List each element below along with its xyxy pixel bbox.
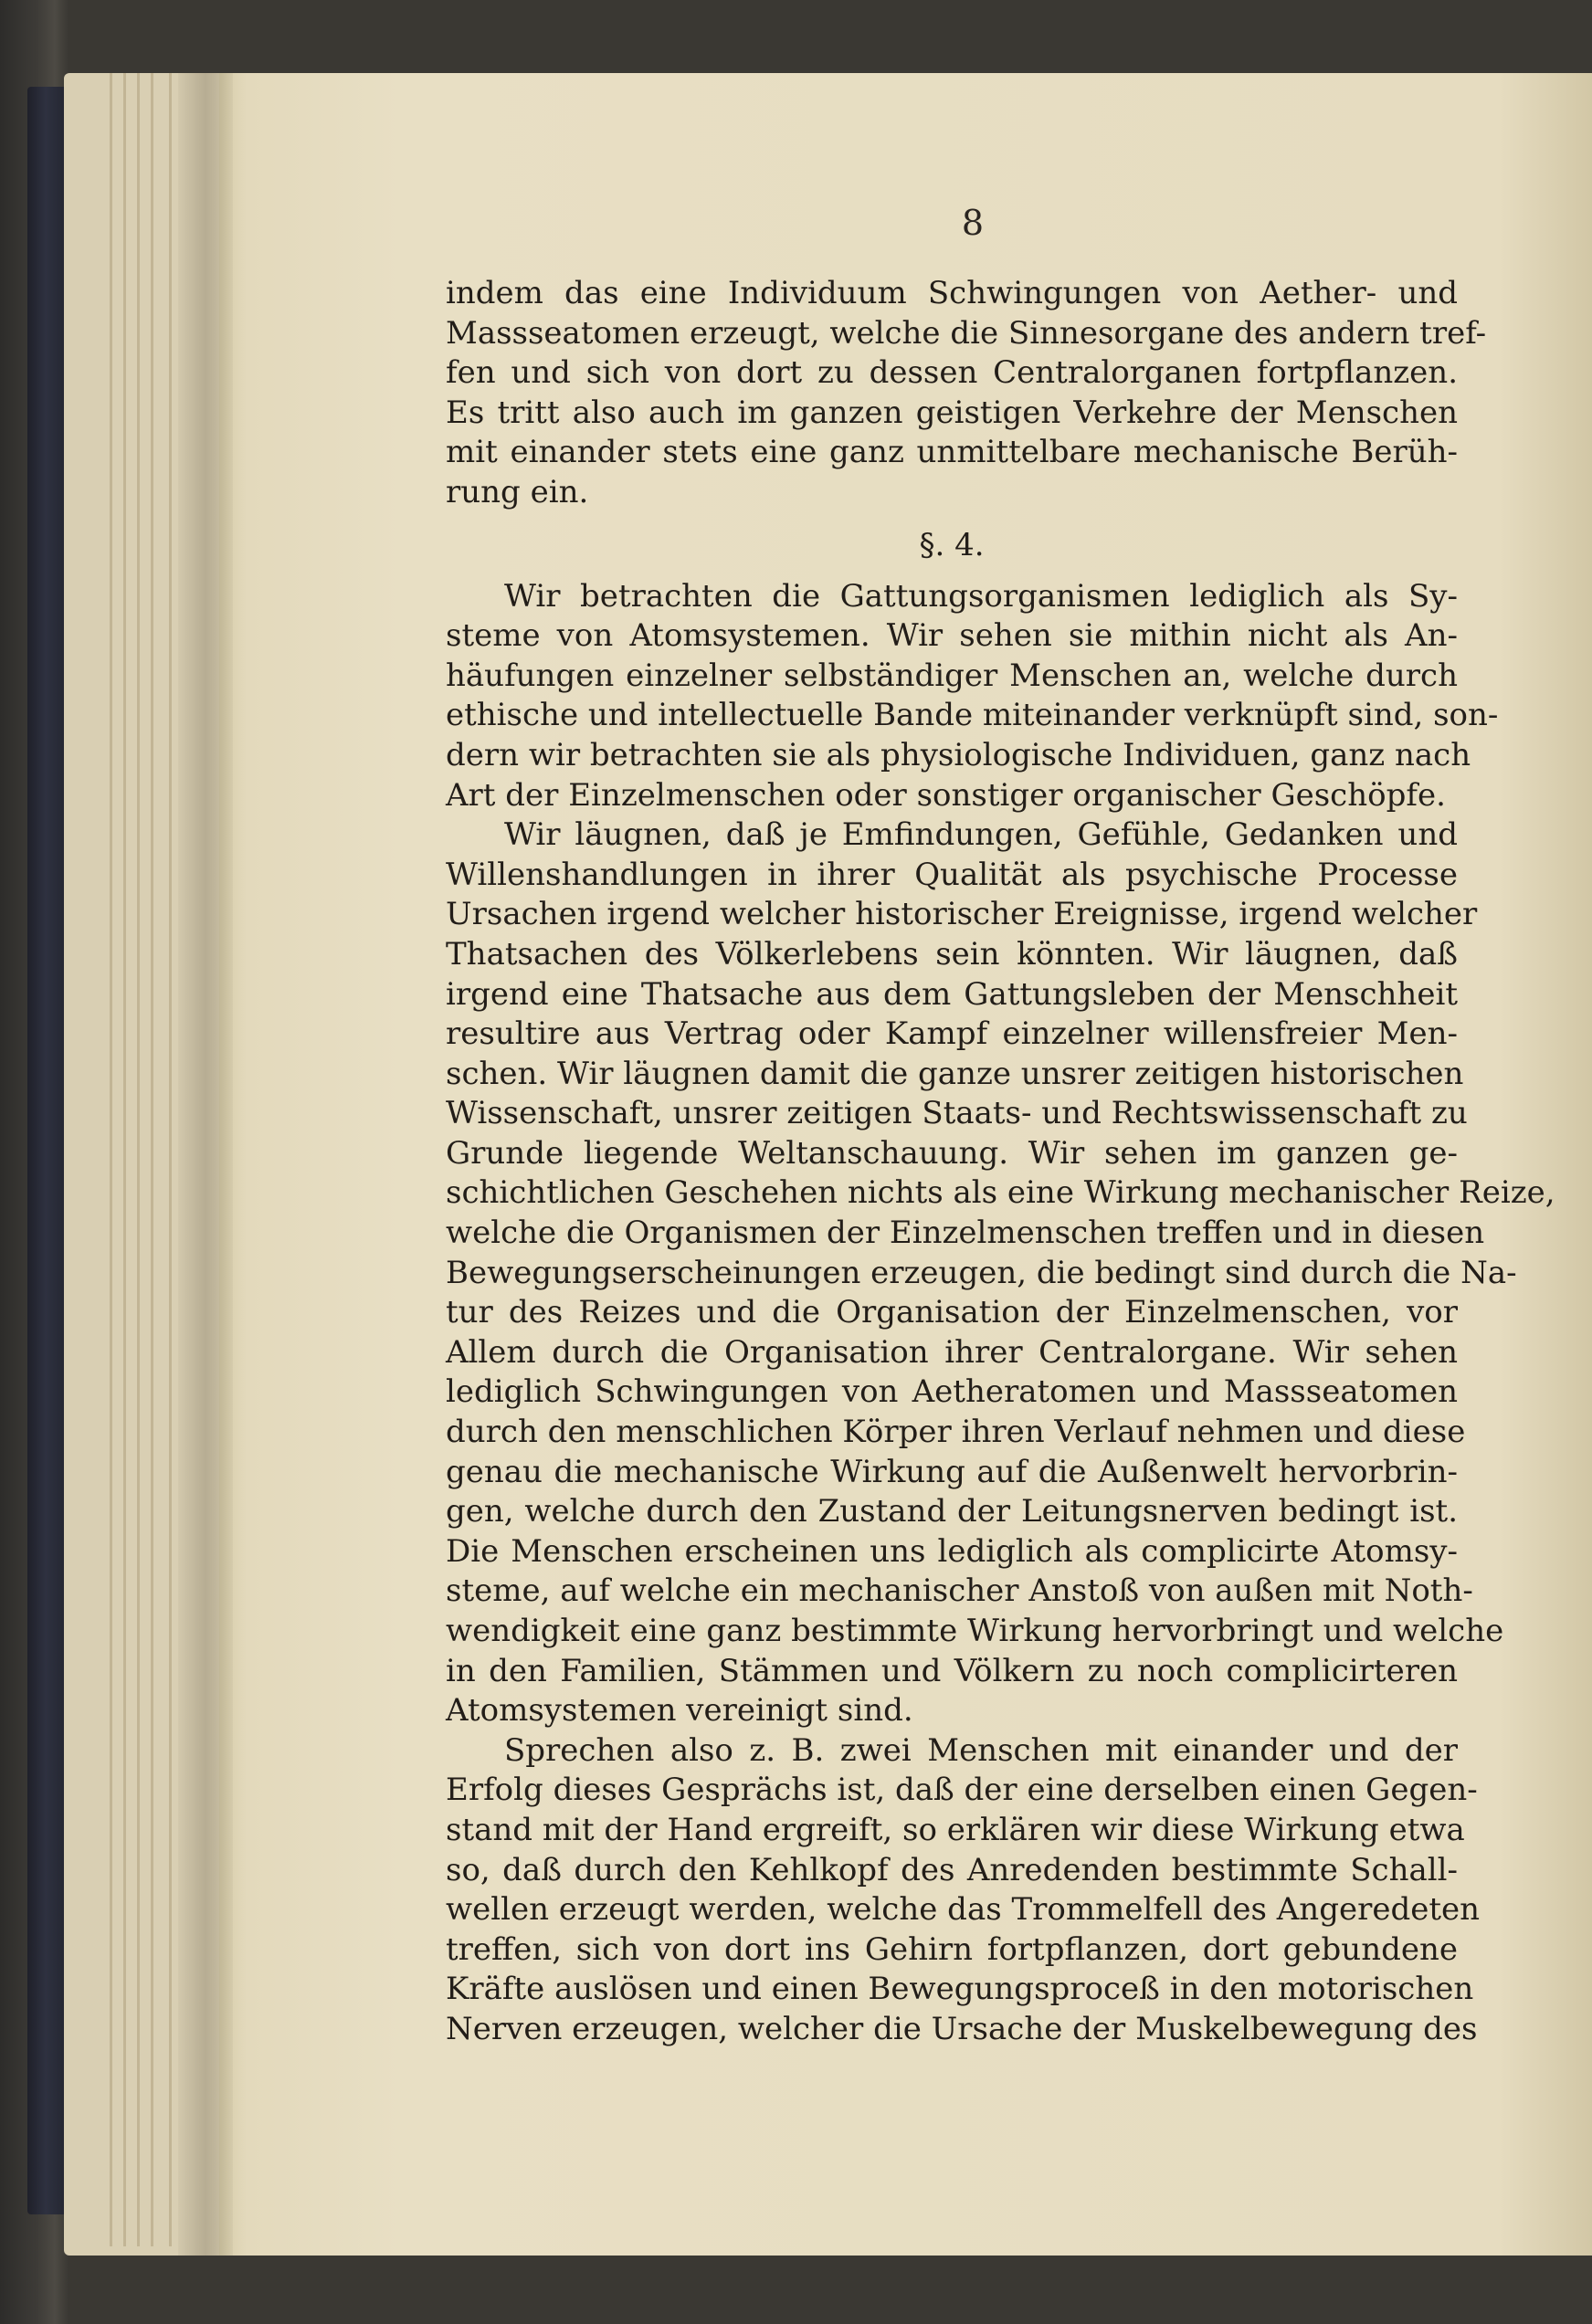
text-line: Die Menschen erscheinen uns lediglich als complicirte Atomsy- [446, 1532, 1458, 1570]
page-edge [110, 73, 112, 2246]
text-line: Willenshandlungen in ihrer Qualität als psychische Processe [446, 856, 1458, 893]
text-line: Ursachen irgend welcher historischer Ereignisse, irgend welcher [446, 896, 1478, 933]
text-line: mit einander stets eine ganz unmittelbare mechanische Berüh- [446, 434, 1458, 471]
text-line: lediglich Schwingungen von Aetheratomen und Massseatomen [446, 1373, 1458, 1411]
text-line: schichtlichen Geschehen nichts als eine Wirkung mechanischer Reize, [446, 1174, 1555, 1212]
text-line: genau die mechanische Wirkung auf die Außenwelt hervorbrin- [446, 1453, 1458, 1490]
text-line: steme von Atomsystemen. Wir sehen sie mithin nicht als An- [446, 617, 1458, 655]
page-edge [123, 73, 126, 2246]
text-line: stand mit der Hand ergreift, so erklären wir diese Wirkung etwa [446, 1811, 1465, 1848]
page-edge [137, 73, 140, 2246]
text-line: in den Familien, Stämmen und Völkern zu noch complicirteren [446, 1652, 1458, 1689]
text-line: häufungen einzelner selbständiger Menschen an, welche durch [446, 657, 1458, 694]
text-line: Erfolg dieses Gesprächs ist, daß der eine derselben einen Gegen- [446, 1772, 1478, 1809]
text-line: Sprechen also z. B. zwei Menschen mit einander und der [504, 1731, 1458, 1769]
text-line: Allem durch die Organisation ihrer Centralorgane. Wir sehen [446, 1333, 1458, 1371]
text-line: wellen erzeugt werden, welche das Trommelfell des Angeredeten [446, 1891, 1481, 1929]
text-line: Thatsachen des Völkerlebens sein könnten. Wir läugnen, daß [446, 935, 1458, 973]
text-line: Art der Einzelmenschen oder sonstiger organischer Geschöpfe. [446, 776, 1446, 814]
text-line: Wir läugnen, daß je Emfindungen, Gefühle, Gedanken und [504, 816, 1458, 854]
text-line: Es tritt also auch im ganzen geistigen Verkehre der Menschen [446, 394, 1458, 431]
text-line: Kräfte auslösen und einen Bewegungsproceß in den motorischen [446, 1971, 1474, 2008]
text-line: rung ein. [446, 473, 589, 510]
text-line: fen und sich von dort zu dessen Centralorganen fortpflanzen. [446, 354, 1458, 392]
text-line: gen, welche durch den Zustand der Leitungsnerven bedingt ist. [446, 1493, 1458, 1530]
section-heading: §. 4. [919, 526, 985, 563]
gutter-shadow [178, 73, 233, 2256]
text-line: durch den menschlichen Körper ihren Verlauf nehmen und diese [446, 1414, 1466, 1451]
text-line: ethische und intellectuelle Bande miteinander verknüpft sind, son- [446, 697, 1499, 734]
text-line: treffen, sich von dort ins Gehirn fortpflanzen, dort gebundene [446, 1930, 1458, 1968]
body-text [446, 274, 1555, 2050]
text-line: resultire aus Vertrag oder Kampf einzelner willensfreier Men- [446, 1015, 1458, 1053]
text-line: Wissenschaft, unsrer zeitigen Staats- und Rechtswissenschaft zu [446, 1095, 1468, 1132]
text-line: wendigkeit eine ganz bestimmte Wirkung hervorbringt und welche [446, 1613, 1504, 1649]
book-spine [27, 87, 69, 2214]
page-number: 8 [961, 203, 985, 243]
page-edge [151, 73, 153, 2246]
text-line: indem das eine Individuum Schwingungen von Aether- und [446, 275, 1458, 311]
text-line: steme, auf welche ein mechanischer Anstoß von außen mit Noth- [446, 1572, 1473, 1610]
text-line: dern wir betrachten sie als physiologische Individuen, ganz nach [446, 736, 1471, 773]
text-line: Grunde liegende Weltanschauung. Wir sehen im ganzen ge- [446, 1134, 1458, 1172]
text-line: welche die Organismen der Einzelmenschen treffen und in diesen [446, 1215, 1485, 1252]
text-line: Massseatomen erzeugt, welche die Sinnesorgane des andern tref- [446, 314, 1487, 352]
text-line: Wir betrachten die Gattungsorganismen lediglich als Sy- [504, 577, 1458, 615]
text-line: irgend eine Thatsache aus dem Gattungsleben der Menschheit [446, 975, 1458, 1013]
text-line: Atomsystemen vereinigt sind. [446, 1692, 913, 1730]
text-line: Nerven erzeugen, welcher die Ursache der Muskelbewegung des [446, 2010, 1478, 2047]
text-line: so, daß durch den Kehlkopf des Anredenden bestimmte Schall- [446, 1851, 1458, 1888]
page-edge [169, 73, 172, 2246]
text-line: tur des Reizes und die Organisation der Einzelmenschen, vor [446, 1294, 1458, 1331]
text-line: schen. Wir läugnen damit die ganze unsrer zeitigen historischen [446, 1055, 1464, 1092]
text-line: Bewegungserscheinungen erzeugen, die bedingt sind durch die Na- [446, 1254, 1517, 1291]
